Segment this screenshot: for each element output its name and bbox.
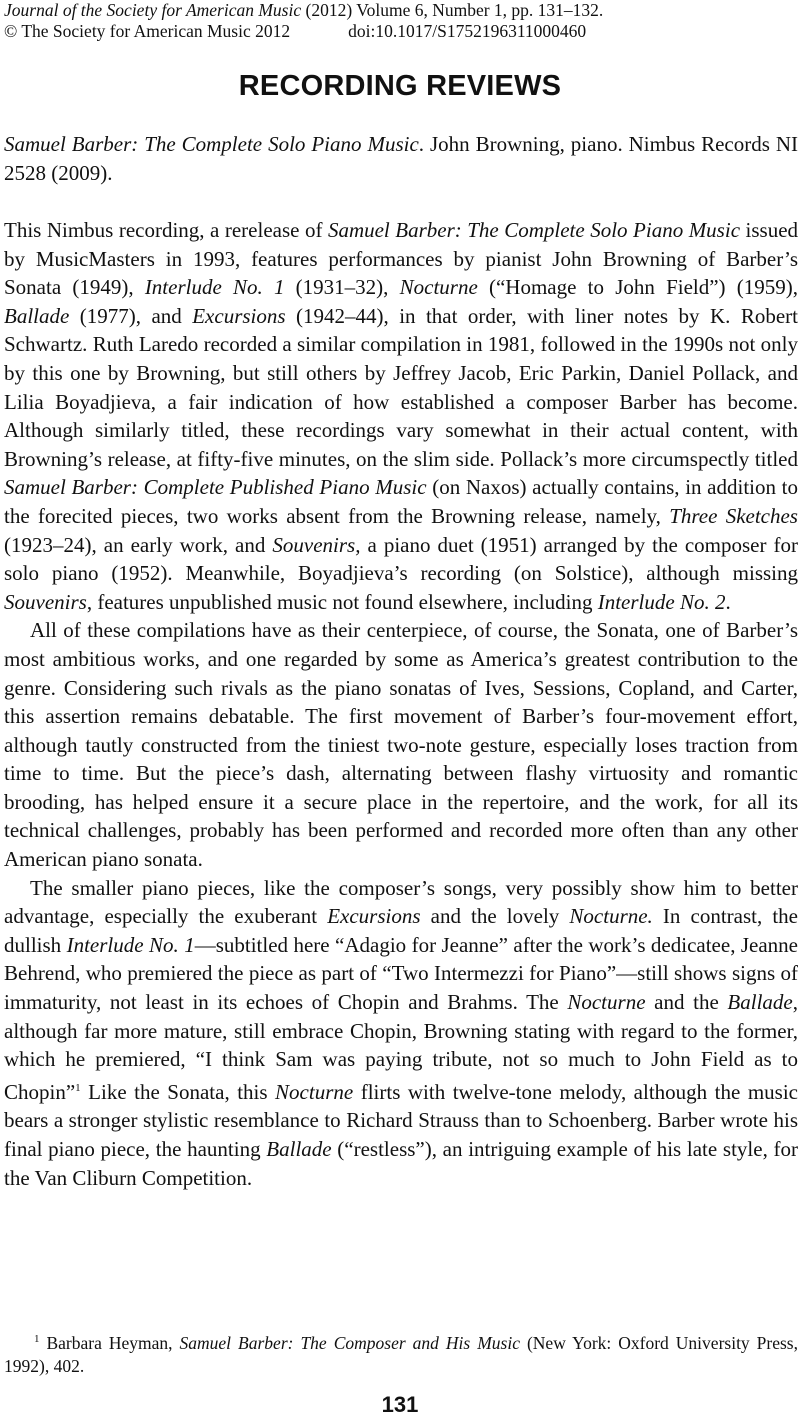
doi: doi:10.1017/S1752196311000460	[348, 21, 587, 41]
text-run: (on Naxos) actually contains, in addition to the forecited pieces, two works absent from the Browning release, namely,	[4, 475, 799, 528]
page-number: 131	[381, 1392, 419, 1417]
text-run: and the lovely	[420, 904, 570, 929]
paragraph-3	[4, 874, 798, 1193]
italic-title: Ballade	[266, 1137, 332, 1161]
text-run: issued by MusicMasters in 1993, features performances by pianist John Browning of Barber’s Sonata (1949),	[4, 218, 799, 300]
italic-title: Three Sketches	[669, 503, 798, 528]
footnote-number: 1	[34, 1333, 40, 1345]
italic-title: Ballade	[727, 990, 793, 1015]
footnote-publication: (New York: Oxford University Press, 1992), 402.	[4, 1332, 798, 1376]
italic-title: Excursions	[327, 904, 421, 929]
journal-details: (2012) Volume 6, Number 1, pp. 131–132.	[301, 0, 604, 20]
italic-title: Nocturne	[275, 1079, 354, 1104]
italic-title: Interlude No. 1	[66, 932, 195, 957]
text-run: and the	[645, 990, 728, 1015]
reviewed-work-details: . John Browning, piano. Nimbus Records NI 2528 (2009).	[4, 132, 799, 185]
italic-title: Interlude No. 2	[597, 589, 726, 614]
text-run: —subtitled here “Adagio for Jeanne” after the work’s dedicatee, Jeanne Behrend, who premiered the piece as part of “Two Intermezzi for Piano”—still shows signs of immaturity, not least in its echoes of Chopin and Brahms. The	[4, 932, 799, 1015]
text-run: (1931–32),	[284, 275, 400, 300]
text-run: (1977), and	[69, 303, 193, 328]
italic-title: Nocturne	[399, 275, 478, 300]
copyright-line	[4, 21, 603, 42]
text-run: a piano duet (1951) arranged by the composer for solo piano (1952). Meanwhile, Boyadjieva’s recording (on Solstice), although missing	[4, 532, 798, 586]
text-run: This Nimbus recording, a rerelease of	[4, 218, 328, 242]
footnote-book-title: Samuel Barber: The Composer and His Music	[179, 1332, 520, 1353]
footnote	[4, 1328, 798, 1378]
italic-title: Ballade	[4, 303, 70, 328]
italic-title: Souvenirs	[4, 589, 87, 614]
text-run: (1923–24), an early work, and	[4, 532, 273, 557]
paragraph-1	[4, 216, 798, 616]
text-run: flirts with twelve-tone melody, although the music bears a stronger stylistic resemblance to Richard Strauss than to Schoenberg. Barber wrote his final piano piece, the haunting	[4, 1079, 798, 1161]
journal-title: Journal of the Society for American Music	[4, 0, 302, 20]
text-run: (1942–44), in that order, with liner notes by K. Robert Schwartz. Ruth Laredo recorded a similar compilation in 1981, followed in the 1990s not only by this one by Browning, but still others by Jeffrey Jacob, Eric Parkin, Daniel Pollack, and Lilia Boyadjieva, a fair indication of how established a composer Barber has become. Although similarly titled, these recordings vary somewhat in their actual content, with Browning’s release, at fifty-five minutes, on the slim side. Pollack’s more circumspectly titled	[4, 303, 799, 471]
running-header	[4, 0, 603, 42]
footnote-reference[interactable]: 1	[75, 1081, 81, 1094]
copyright: © The Society for American Music 2012	[4, 21, 291, 41]
paragraph-2: All of these compilations have as their centerpiece, of course, the Sonata, one of Barber’s most ambitious works, and one regarded by some as America’s greatest contribution to the genre. Considering such rivals as the piano sonatas of Ives, Sessions, Copland, and Carter, this assertion remains debatable. The first movement of Barber’s four-movement effort, although tautly constructed from the tiniest two-note gesture, especially loses traction from time to time. But the piece’s dash, alternating between flashy virtuosity and romantic brooding, has helped ensure it a secure place in the repertoire, and the work, for all its technical challenges, probably has been performed and recorded more often than any other American piano sonata.	[4, 618, 798, 872]
reviewed-work-title: Samuel Barber: The Complete Solo Piano Music	[4, 132, 419, 156]
journal-citation-line	[4, 0, 603, 21]
text-run: Like the Sonata, this	[80, 1079, 276, 1104]
text-run: In contrast, the dullish	[4, 904, 798, 957]
italic-title: Samuel Barber: Complete Published Piano Music	[4, 475, 427, 500]
review-body	[4, 216, 798, 1192]
review-citation	[4, 130, 798, 187]
text-run: The smaller piano pieces, like the composer’s songs, very possibly show him to better advantage, especially the exuberant	[4, 875, 798, 929]
italic-title: Samuel Barber: The Complete Solo Piano Music	[327, 218, 741, 242]
text-run: , features unpublished music not found elsewhere, including	[86, 589, 598, 614]
footnote-author: Barbara Heyman,	[39, 1332, 180, 1353]
text-run: (“restless”), an intriguing example of his late style, for the Van Cliburn Competition.	[4, 1137, 798, 1190]
italic-title: Interlude No. 1	[144, 275, 285, 300]
italic-title: Nocturne	[567, 990, 646, 1015]
text-run: , although far more mature, still embrace Chopin, Browning stating with regard to the former, which he premiered, “I think Sam was paying tribute, not so much to John Field as to Chopin”	[4, 990, 798, 1104]
italic-title: Nocturne.	[569, 904, 653, 929]
text-run: (“Homage to John Field”) (1959),	[477, 275, 798, 300]
text-run: .	[725, 589, 731, 614]
italic-title: Souvenirs,	[272, 532, 361, 557]
italic-title: Excursions	[192, 303, 286, 328]
section-title: RECORDING REVIEWS	[238, 70, 562, 102]
